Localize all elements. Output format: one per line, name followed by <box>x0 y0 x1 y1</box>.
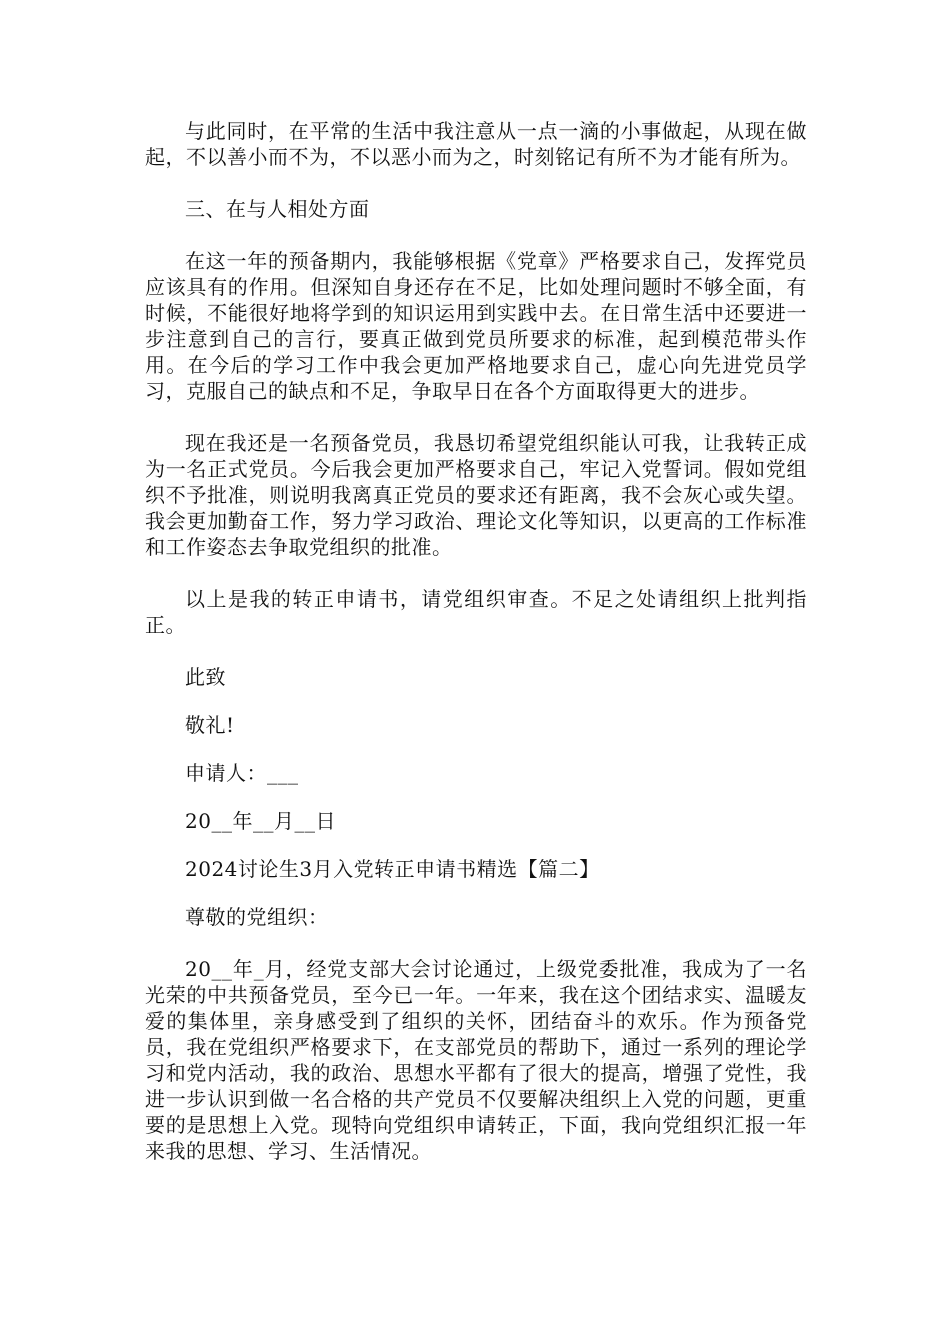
closing-regards: 敬礼! <box>185 713 235 737</box>
greeting-line: 尊敬的党组织： <box>185 905 329 929</box>
applicant-signature-line: 申请人：___ <box>185 761 299 785</box>
section-heading-interpersonal: 三、在与人相处方面 <box>185 197 370 221</box>
paragraph-daily-small-things: 与此同时，在平常的生活中我注意从一点一滴的小事做起，从现在做起，不以善小而不为，不以恶小而为之，时刻铭记有所不为才能有所为。 <box>145 119 807 169</box>
paragraph-request-full-membership: 现在我还是一名预备党员，我恳切希望党组织能认可我，让我转正成为一名正式党员。今后我会更加严格要求自己，牢记入党誓词。假如党组织不予批准，则说明我离真正党员的要求还有距离，我不会灰心或失望。我会更加勤奋工作，努力学习政治、理论文化等知识，以更高的工作标准和工作姿态去争取党组织的批准。 <box>145 431 807 559</box>
date-line: 20__年__月__日 <box>185 809 336 833</box>
document-page <box>145 118 807 1190</box>
paragraph-closing-request: 以上是我的转正申请书，请党组织审查。不足之处请组织上批判指正。 <box>145 587 807 637</box>
article-two-title: 2024讨论生3月入党转正申请书精选【篇二】 <box>185 857 600 881</box>
closing-salutation: 此致 <box>185 665 226 689</box>
paragraph-probation-self-review: 在这一年的预备期内，我能够根据《党章》严格要求自己，发挥党员应该具有的作用。但深知自身还存在不足，比如处理问题时不够全面，有时候，不能很好地将学到的知识运用到实践中去。在日常生活中还要进一步注意到自己的言行，要真正做到党员所要求的标准，起到模范带头作用。在今后的学习工作中我会更加严格地要求自己，虚心向先进党员学习，克服自己的缺点和不足，争取早日在各个方面取得更大的进步。 <box>145 249 807 403</box>
paragraph-article-two-intro: 20__年_月，经党支部大会讨论通过，上级党委批准，我成为了一名光荣的中共预备党员，至今已一年。一年来，我在这个团结求实、温暖友爱的集体里，亲身感受到了组织的关怀，团结奋斗的欢乐。作为预备党员，我在党组织严格要求下，在支部党员的帮助下，通过一系列的理论学习和党内活动，我的政治、思想水平都有了很大的提高，增强了党性，我进一步认识到做一名合格的共产党员不仅要解决组织上入党的问题，更重要的是思想上入党。现特向党组织申请转正，下面，我向党组织汇报一年来我的思想、学习、生活情况。 <box>145 957 807 1163</box>
